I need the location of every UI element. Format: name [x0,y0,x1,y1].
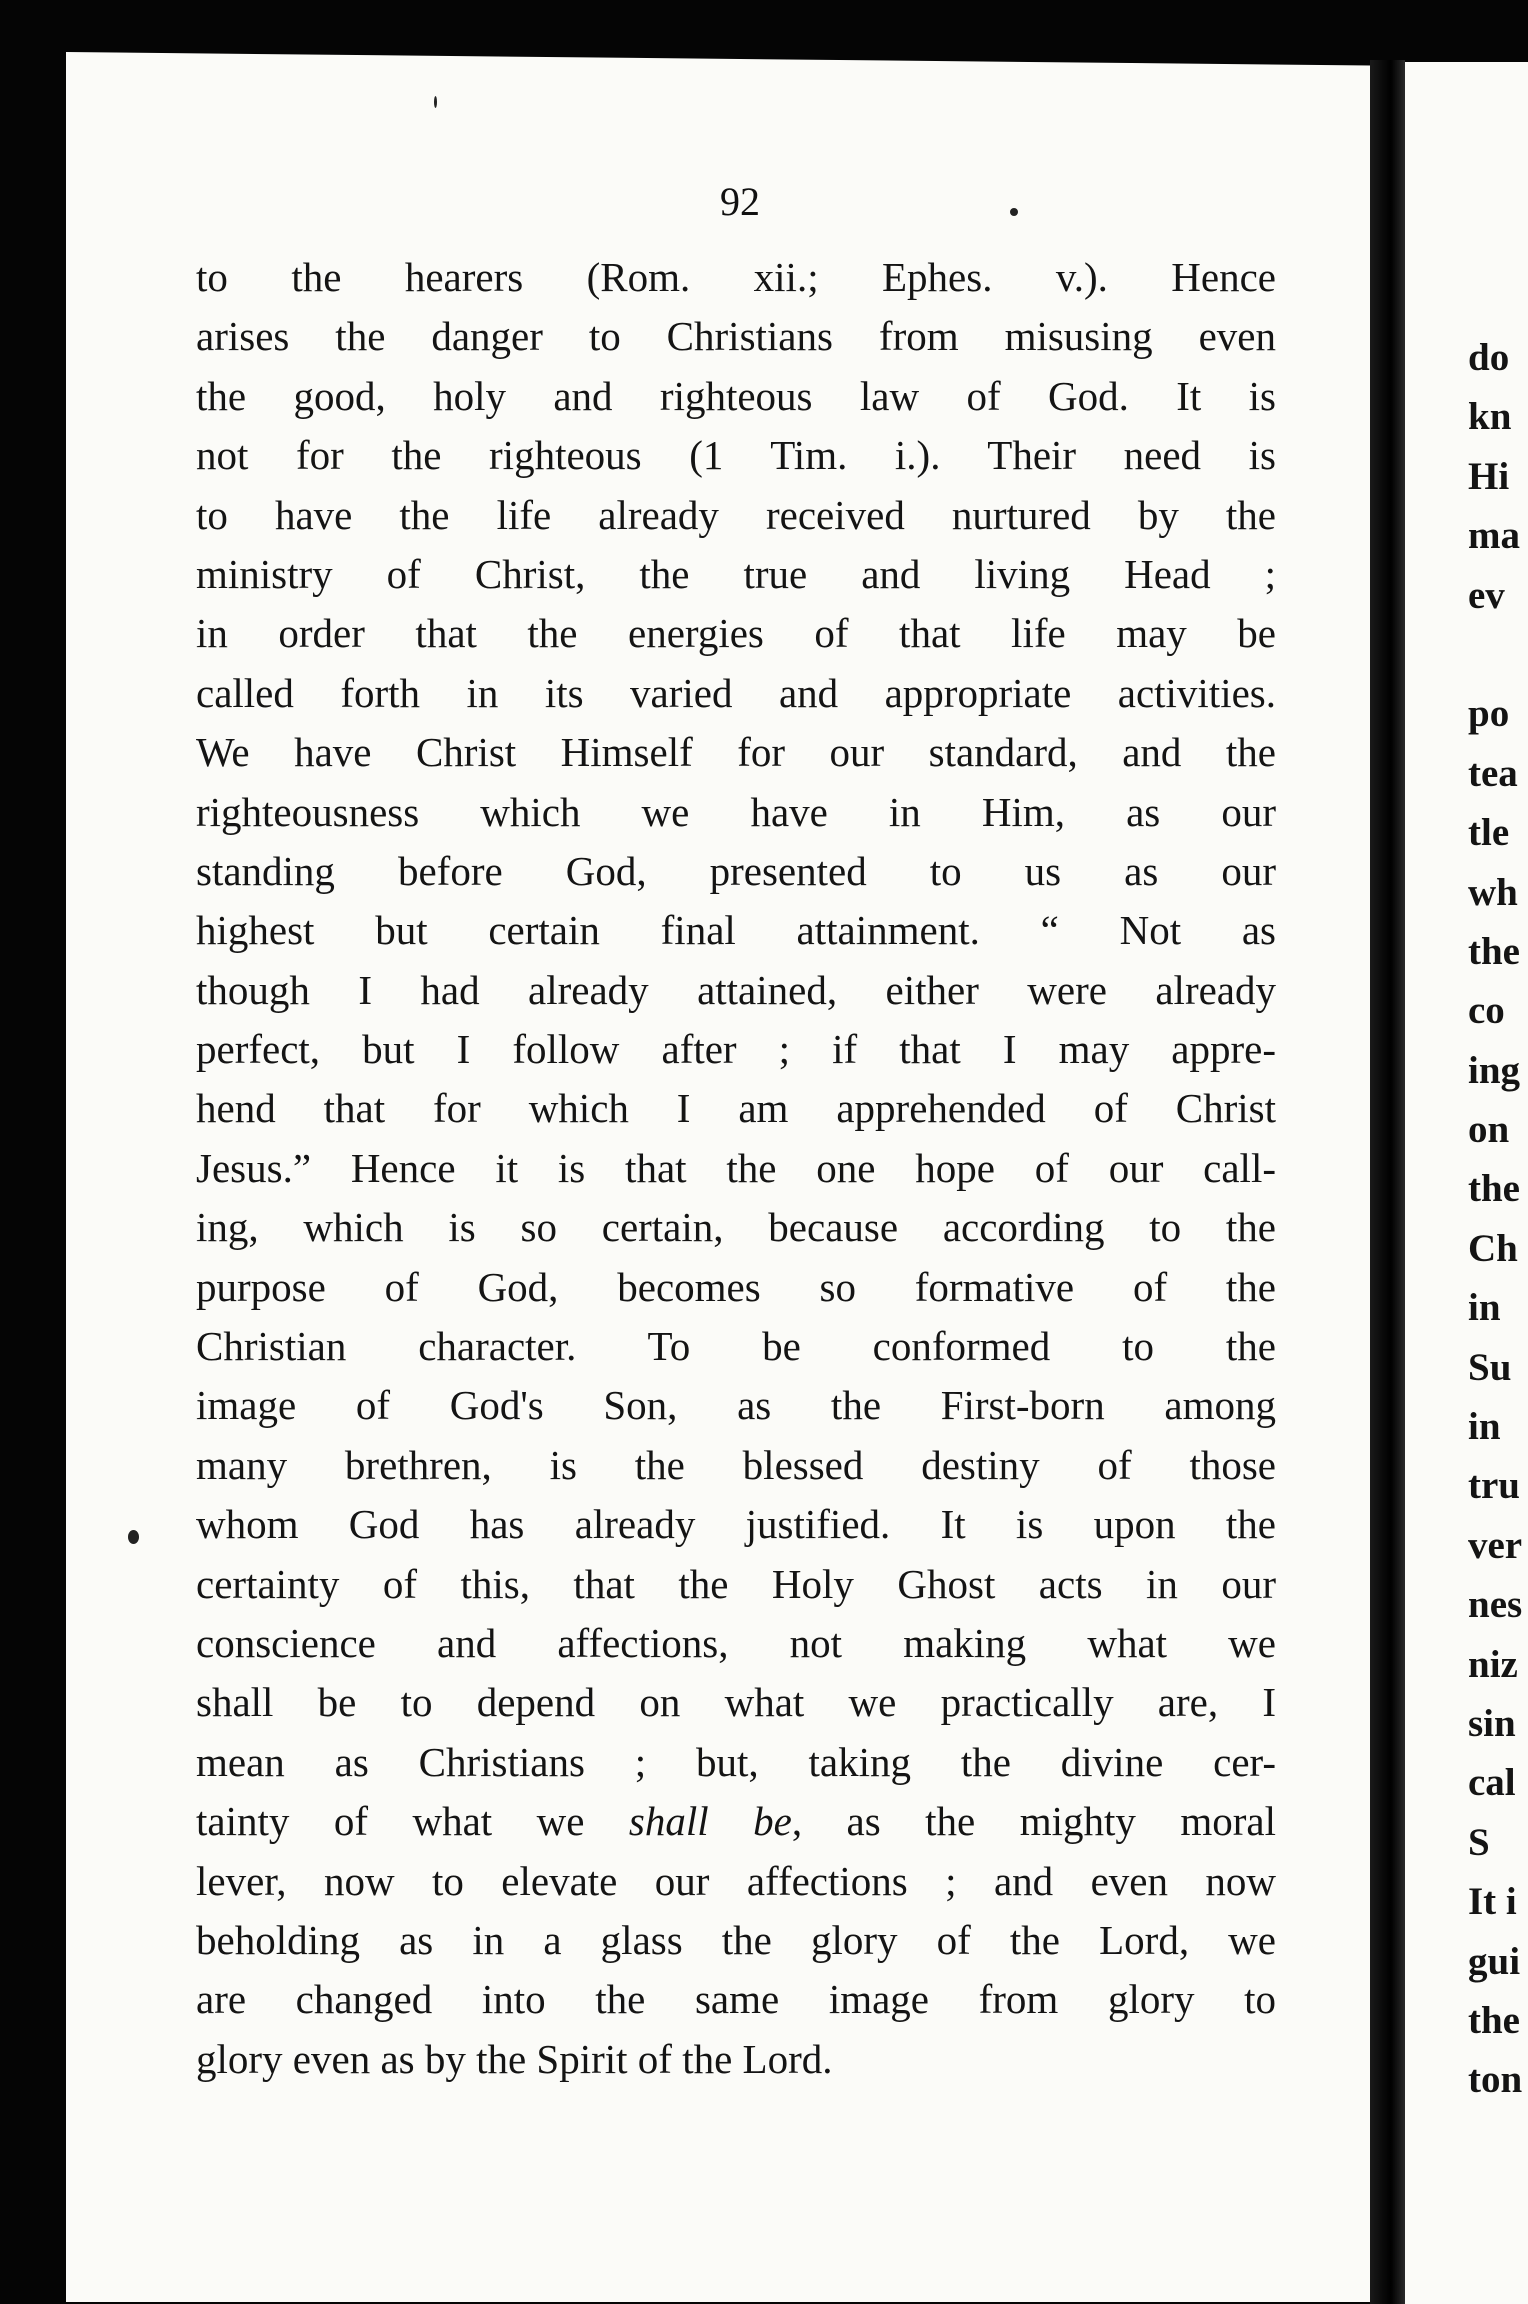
text-line: arises the danger to Christians from misusing even [196,313,1276,360]
right-page-fragment: gui [1468,1939,1521,1983]
ink-speck [1010,208,1018,216]
text-line: certainty of this, that the Holy Ghost acts in our [196,1560,1276,1607]
text-line: We have Christ Himself for our standard, and the [196,729,1276,776]
right-page-fragment: niz [1468,1642,1518,1686]
text-line: highest but certain final attainment. “ Not as [196,907,1276,954]
text-line: perfect, but I follow after ; if that I may appre- [196,1026,1276,1073]
right-page-fragment: S [1468,1820,1490,1864]
ink-speck [434,96,437,108]
right-page-fragment: co [1468,989,1505,1033]
right-page-fragment: in [1468,1405,1501,1449]
right-page-fragment: Ch [1468,1226,1518,1270]
text-line: the good, holy and righteous law of God. It is [196,372,1276,419]
right-page-fragment: ing [1468,1048,1521,1092]
text-line: not for the righteous (1 Tim. i.). Their need is [196,432,1276,479]
right-page-fragment: nes [1468,1583,1523,1627]
text-line: Jesus.” Hence it is that the one hope of our call- [196,1144,1276,1191]
right-page-text-fragments [1468,328,1522,2110]
right-page-fragment: the [1468,1167,1520,1211]
text-line: standing before God, presented to us as our [196,847,1276,894]
right-page-fragment: the [1468,929,1520,973]
right-page-fragment: on [1468,1108,1510,1152]
right-page-fragment: po [1468,692,1510,736]
emphasis: shall be [628,1798,792,1845]
text-line: hend that for which I am apprehended of Christ [196,1085,1276,1132]
text-line: mean as Christians ; but, taking the divine cer- [196,1738,1276,1785]
text-line: purpose of God, becomes so formative of the [196,1263,1276,1310]
right-page-fragment: kn [1468,395,1512,439]
right-page-fragment: ver [1468,1523,1523,1567]
text-line: are changed into the same image from glory to [196,1976,1276,2023]
right-page-fragment: Su [1468,1345,1512,1389]
text-line: righteousness which we have in Him, as our [196,788,1276,835]
right-page-fragment: It i [1468,1880,1517,1924]
book-gutter [1370,60,1405,2304]
text-line: Christian character. To be conformed to the [196,1323,1276,1370]
text-line: in order that the energies of that life may be [196,610,1276,657]
right-page-fragment: ev [1468,573,1505,617]
text-line: lever, now to elevate our affections ; and even now [196,1857,1276,1904]
right-page-fragment: tea [1468,751,1518,795]
ink-speck [128,1530,139,1544]
text-line: though I had already attained, either were already [196,966,1276,1013]
right-page-fragment: tru [1468,1464,1520,1508]
text-line: ing, which is so certain, because according to the [196,1204,1276,1251]
body-text [196,248,1276,2089]
text-line: image of God's Son, as the First-born among [196,1382,1276,1429]
right-page-fragment: do [1468,336,1510,379]
text-line: to the hearers (Rom. xii.; Ephes. v.). Hence [196,254,1276,300]
text-line: called forth in its varied and appropriate activities. [196,669,1276,716]
text-line: conscience and affections, not making what we [196,1619,1276,1666]
right-page-fragment: Hi [1468,454,1510,498]
text-line: many brethren, is the blessed destiny of those [196,1441,1276,1488]
page-number: 92 [720,179,760,224]
right-page-fragment: tle [1468,811,1510,855]
right-page-fragment: sin [1468,1701,1516,1745]
right-page-fragment: in [1468,1286,1501,1330]
right-page-fragment: the [1468,1998,1520,2042]
text-line: ministry of Christ, the true and living Head ; [196,550,1276,597]
text-line: to have the life already received nurtured by the [196,491,1276,538]
right-page-fragment [1468,625,1522,684]
right-page-fragment: ton [1468,2058,1523,2102]
right-page-fragment: cal [1468,1761,1516,1805]
text-line: tainty of what we shall be, as the mighty moral [196,1798,1276,1845]
text-line: shall be to depend on what we practically are, I [196,1679,1276,1726]
text-line: whom God has already justified. It is upon the [196,1501,1276,1548]
text-line: beholding as in a glass the glory of the Lord, we [196,1916,1276,1963]
right-page-fragment: ma [1468,514,1520,558]
text-line: glory even as by the Spirit of the Lord. [196,2035,833,2082]
right-page-fragment: wh [1468,870,1518,914]
